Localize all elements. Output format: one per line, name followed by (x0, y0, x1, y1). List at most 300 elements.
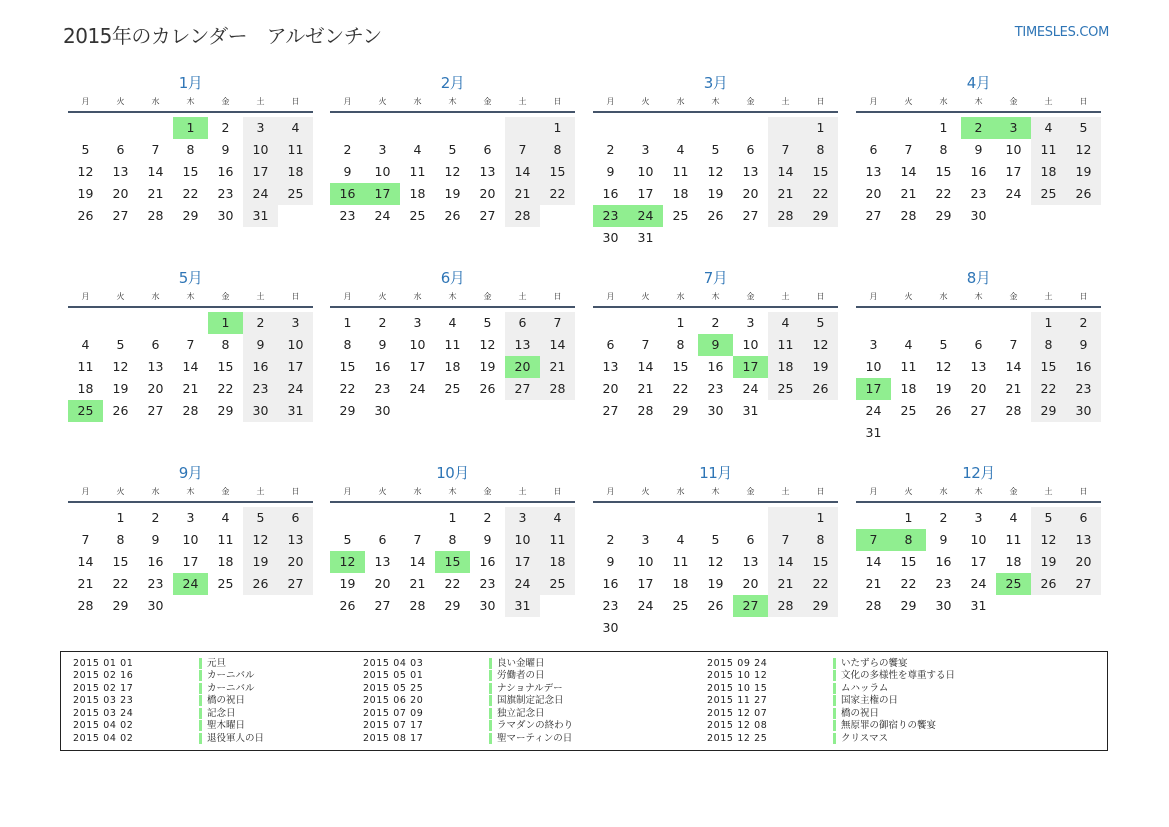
week-row (856, 529, 1101, 551)
week-row (330, 551, 575, 573)
day-grid (68, 312, 313, 422)
holiday-name: 退役軍人の日 (199, 733, 264, 744)
holiday-row (61, 695, 264, 708)
day-cell: 11 (1031, 139, 1066, 161)
day-cell: 4 (413, 142, 422, 157)
week-row (593, 595, 838, 617)
empty-day-cell (996, 312, 1031, 334)
day-cell: 20 (505, 356, 540, 378)
day-cell: 19 (935, 381, 952, 396)
day-cell: 7 (186, 337, 195, 352)
weekday-header-row (856, 486, 1101, 498)
day-cell: 22 (112, 576, 129, 591)
empty-day-cell (768, 117, 803, 139)
day-cell: 7 (1009, 337, 1018, 352)
month-calendar (68, 73, 313, 227)
holiday-name: 無原罪の御宿りの饗宴 (833, 720, 936, 731)
day-cell: 15 (672, 359, 689, 374)
week-row (68, 507, 313, 529)
week-row (330, 595, 575, 617)
day-cell: 19 (479, 359, 496, 374)
weekday-header: 水 (939, 487, 948, 496)
week-row (593, 356, 838, 378)
day-cell: 11 (1005, 532, 1022, 547)
day-cell: 1 (1031, 312, 1066, 334)
holiday-date: 2015 03 23 (73, 695, 134, 707)
empty-day-cell (470, 400, 505, 422)
weekday-header: 火 (904, 97, 913, 106)
holiday-date: 2015 04 02 (73, 732, 134, 744)
day-cell: 15 (217, 359, 234, 374)
empty-day-cell (365, 117, 400, 139)
day-cell: 4 (448, 315, 457, 330)
month-title: 5月 (178, 269, 203, 287)
holiday-row (351, 707, 573, 720)
week-row (856, 161, 1101, 183)
day-cell: 2 (483, 510, 492, 525)
holiday-row (695, 695, 955, 708)
month-calendar (856, 268, 1101, 444)
day-cell: 26 (707, 208, 724, 223)
day-cell: 20 (970, 381, 987, 396)
weekday-header: 月 (869, 487, 878, 496)
week-row (856, 551, 1101, 573)
day-cell: 1 (803, 507, 838, 529)
day-cell: 9 (483, 532, 492, 547)
week-row (593, 617, 838, 639)
day-cell: 6 (151, 337, 160, 352)
holiday-date: 2015 06 20 (363, 695, 424, 707)
day-cell: 25 (278, 183, 313, 205)
day-cell: 28 (637, 403, 654, 418)
weekday-header: 金 (483, 487, 492, 496)
weekday-header-row (593, 96, 838, 108)
month-title: 9月 (178, 464, 203, 482)
day-cell: 10 (243, 139, 278, 161)
empty-day-cell (733, 617, 768, 639)
holiday-name: いたずらの饗宴 (833, 658, 908, 669)
empty-day-cell (628, 507, 663, 529)
empty-day-cell (400, 400, 435, 422)
day-cell: 5 (448, 142, 457, 157)
weekday-header-row (856, 96, 1101, 108)
empty-day-cell (330, 507, 365, 529)
day-cell: 14 (768, 551, 803, 573)
day-cell: 12 (479, 337, 496, 352)
day-cell: 6 (606, 337, 615, 352)
empty-day-cell (593, 507, 628, 529)
day-grid (856, 117, 1101, 227)
day-cell: 22 (935, 186, 952, 201)
header-rule (68, 111, 313, 113)
weekday-header: 日 (553, 97, 562, 106)
day-cell: 26 (339, 598, 356, 613)
day-cell: 22 (1031, 378, 1066, 400)
weekday-header: 土 (1044, 487, 1053, 496)
empty-day-cell (593, 312, 628, 334)
weekday-header: 日 (553, 487, 562, 496)
weekday-header: 金 (1009, 97, 1018, 106)
header-rule (593, 501, 838, 503)
weekday-header: 金 (746, 487, 755, 496)
day-cell: 22 (444, 576, 461, 591)
day-cell: 19 (1066, 161, 1101, 183)
day-cell: 17 (182, 554, 199, 569)
month-title: 3月 (703, 74, 728, 92)
weekday-header: 木 (974, 487, 983, 496)
empty-day-cell (803, 400, 838, 422)
empty-day-cell (243, 595, 278, 617)
weekday-header: 木 (711, 487, 720, 496)
week-row (593, 117, 838, 139)
day-cell: 25 (900, 403, 917, 418)
day-cell: 10 (409, 337, 426, 352)
week-row (856, 205, 1101, 227)
day-cell: 4 (676, 142, 685, 157)
empty-day-cell (208, 595, 243, 617)
week-row (330, 312, 575, 334)
weekday-header: 土 (256, 487, 265, 496)
empty-day-cell (173, 595, 208, 617)
day-cell: 24 (173, 573, 208, 595)
holiday-name: 国家主権の日 (833, 695, 898, 706)
week-row (856, 312, 1101, 334)
empty-day-cell (961, 422, 996, 444)
day-grid (593, 312, 838, 422)
day-cell: 12 (444, 164, 461, 179)
holiday-name: 国旗制定記念日 (489, 695, 564, 706)
day-cell: 20 (147, 381, 164, 396)
day-cell: 1 (448, 510, 457, 525)
weekday-header: 木 (186, 487, 195, 496)
empty-day-cell (856, 117, 891, 139)
weekday-header: 金 (221, 487, 230, 496)
weekday-header: 火 (378, 292, 387, 301)
day-cell: 6 (116, 142, 125, 157)
day-cell: 23 (374, 381, 391, 396)
day-cell: 31 (278, 400, 313, 422)
day-cell: 28 (900, 208, 917, 223)
weekday-header: 木 (186, 97, 195, 106)
empty-day-cell (1066, 595, 1101, 617)
weekday-header: 木 (974, 97, 983, 106)
day-cell: 7 (151, 142, 160, 157)
day-cell: 3 (641, 142, 650, 157)
weekday-header: 木 (974, 292, 983, 301)
day-cell: 26 (112, 403, 129, 418)
day-cell: 2 (939, 510, 948, 525)
empty-day-cell (593, 117, 628, 139)
day-cell: 16 (602, 186, 619, 201)
day-cell: 5 (803, 312, 838, 334)
day-cell: 26 (803, 378, 838, 400)
day-cell: 13 (374, 554, 391, 569)
month-title: 2月 (440, 74, 465, 92)
weekday-header: 金 (221, 97, 230, 106)
empty-day-cell (435, 400, 470, 422)
day-cell: 28 (865, 598, 882, 613)
day-cell: 25 (68, 400, 103, 422)
day-cell: 16 (602, 576, 619, 591)
day-cell: 29 (112, 598, 129, 613)
day-cell: 27 (505, 378, 540, 400)
holiday-name: ナショナルデー (489, 683, 563, 694)
day-cell: 24 (505, 573, 540, 595)
header-rule (856, 501, 1101, 503)
empty-day-cell (1031, 205, 1066, 227)
empty-day-cell (663, 507, 698, 529)
weekday-header: 木 (448, 97, 457, 106)
day-cell: 11 (768, 334, 803, 356)
empty-day-cell (733, 117, 768, 139)
day-cell: 2 (221, 120, 230, 135)
holiday-date: 2015 01 01 (73, 657, 134, 669)
week-row (330, 400, 575, 422)
week-row (856, 139, 1101, 161)
week-row (330, 139, 575, 161)
holiday-row (351, 732, 573, 745)
day-cell: 14 (865, 554, 882, 569)
weekday-header: 金 (483, 292, 492, 301)
day-cell: 12 (330, 551, 365, 573)
day-cell: 15 (540, 161, 575, 183)
weekday-header: 土 (781, 292, 790, 301)
day-cell: 21 (505, 183, 540, 205)
day-cell: 19 (339, 576, 356, 591)
day-cell: 5 (343, 532, 352, 547)
empty-day-cell (278, 595, 313, 617)
day-cell: 9 (606, 164, 615, 179)
week-row (856, 422, 1101, 444)
day-cell: 22 (339, 381, 356, 396)
day-cell: 27 (865, 208, 882, 223)
day-grid (330, 507, 575, 617)
day-cell: 15 (1031, 356, 1066, 378)
holiday-name: 独立記念日 (489, 708, 545, 719)
week-row (68, 595, 313, 617)
week-row (593, 205, 838, 227)
day-cell: 21 (77, 576, 94, 591)
day-cell: 10 (742, 337, 759, 352)
holiday-name: カーニバル (199, 683, 255, 694)
day-cell: 11 (217, 532, 234, 547)
week-row (330, 205, 575, 227)
day-cell: 8 (343, 337, 352, 352)
holiday-name: 記念日 (199, 708, 236, 719)
holiday-date: 2015 10 15 (707, 682, 768, 694)
day-grid (856, 507, 1101, 617)
weekday-header-row (68, 291, 313, 303)
day-cell: 28 (768, 205, 803, 227)
empty-day-cell (540, 595, 575, 617)
empty-day-cell (505, 117, 540, 139)
day-cell: 4 (1009, 510, 1018, 525)
weekday-header-row (330, 96, 575, 108)
day-cell: 23 (147, 576, 164, 591)
day-cell: 23 (479, 576, 496, 591)
weekday-header: 月 (343, 487, 352, 496)
week-row (330, 334, 575, 356)
day-cell: 16 (970, 164, 987, 179)
weekday-header: 水 (151, 292, 160, 301)
day-cell: 31 (742, 403, 759, 418)
day-cell: 26 (479, 381, 496, 396)
day-cell: 30 (374, 403, 391, 418)
holiday-date: 2015 12 08 (707, 720, 768, 732)
holiday-row (351, 720, 573, 733)
day-cell: 13 (479, 164, 496, 179)
week-row (68, 334, 313, 356)
empty-day-cell (733, 227, 768, 249)
day-cell: 5 (711, 142, 720, 157)
holiday-name: 文化の多様性を尊重する日 (833, 670, 955, 681)
week-row (68, 573, 313, 595)
holiday-row (695, 682, 955, 695)
day-cell: 1 (939, 120, 948, 135)
empty-day-cell (68, 117, 103, 139)
day-cell: 31 (970, 598, 987, 613)
week-row (68, 117, 313, 139)
day-cell: 21 (637, 381, 654, 396)
weekday-header: 日 (291, 97, 300, 106)
day-cell: 28 (768, 595, 803, 617)
day-cell: 8 (939, 142, 948, 157)
weekday-header: 日 (291, 292, 300, 301)
day-cell: 2 (243, 312, 278, 334)
day-cell: 30 (707, 403, 724, 418)
month-title: 7月 (703, 269, 728, 287)
empty-day-cell (856, 507, 891, 529)
day-cell: 17 (733, 356, 768, 378)
day-cell: 9 (343, 164, 352, 179)
month-title: 6月 (440, 269, 465, 287)
day-cell: 21 (182, 381, 199, 396)
empty-day-cell (891, 422, 926, 444)
day-cell: 2 (606, 142, 615, 157)
day-cell: 4 (81, 337, 90, 352)
day-cell: 5 (483, 315, 492, 330)
day-cell: 25 (672, 208, 689, 223)
weekday-header: 土 (518, 487, 527, 496)
day-cell: 28 (77, 598, 94, 613)
day-cell: 16 (1066, 356, 1101, 378)
site-link[interactable]: TIMESLES.COM (1014, 25, 1109, 40)
empty-day-cell (278, 205, 313, 227)
day-cell: 8 (540, 139, 575, 161)
empty-day-cell (961, 312, 996, 334)
day-cell: 23 (935, 576, 952, 591)
day-cell: 28 (409, 598, 426, 613)
weekday-header: 日 (1079, 292, 1088, 301)
day-cell: 19 (77, 186, 94, 201)
weekday-header: 日 (816, 487, 825, 496)
weekday-header-row (593, 486, 838, 498)
day-cell: 8 (448, 532, 457, 547)
weekday-header: 水 (413, 487, 422, 496)
day-cell: 30 (1066, 400, 1101, 422)
week-row (330, 356, 575, 378)
day-cell: 8 (891, 529, 926, 551)
empty-day-cell (470, 117, 505, 139)
header-rule (593, 111, 838, 113)
day-cell: 15 (900, 554, 917, 569)
day-cell: 29 (1031, 400, 1066, 422)
weekday-header-row (330, 486, 575, 498)
day-cell: 21 (540, 356, 575, 378)
day-cell: 16 (374, 359, 391, 374)
empty-day-cell (996, 422, 1031, 444)
weekday-header: 金 (746, 292, 755, 301)
day-cell: 26 (935, 403, 952, 418)
day-cell: 14 (77, 554, 94, 569)
day-cell: 24 (628, 205, 663, 227)
day-cell: 16 (330, 183, 365, 205)
holiday-name: クリスマス (833, 733, 888, 744)
day-cell: 23 (1066, 378, 1101, 400)
week-row (593, 227, 838, 249)
empty-day-cell (663, 117, 698, 139)
day-cell: 23 (970, 186, 987, 201)
weekday-header: 土 (518, 97, 527, 106)
day-cell: 8 (803, 529, 838, 551)
day-cell: 23 (602, 598, 619, 613)
holiday-date: 2015 05 25 (363, 682, 424, 694)
week-row (68, 139, 313, 161)
day-cell: 15 (112, 554, 129, 569)
day-cell: 17 (505, 551, 540, 573)
day-cell: 27 (733, 595, 768, 617)
day-cell: 6 (1066, 507, 1101, 529)
empty-day-cell (891, 117, 926, 139)
day-cell: 1 (173, 117, 208, 139)
weekday-header: 日 (816, 97, 825, 106)
day-cell: 5 (711, 532, 720, 547)
day-cell: 14 (540, 334, 575, 356)
header-rule (856, 111, 1101, 113)
day-cell: 25 (409, 208, 426, 223)
day-cell: 13 (1066, 529, 1101, 551)
day-cell: 24 (278, 378, 313, 400)
empty-day-cell (663, 227, 698, 249)
day-cell: 6 (974, 337, 983, 352)
week-row (68, 529, 313, 551)
day-cell: 24 (637, 598, 654, 613)
day-cell: 24 (970, 576, 987, 591)
holiday-row (61, 657, 264, 670)
empty-day-cell (400, 507, 435, 529)
month-calendar (593, 73, 838, 249)
day-cell: 20 (742, 576, 759, 591)
day-cell: 18 (672, 576, 689, 591)
empty-day-cell (803, 227, 838, 249)
weekday-header: 日 (816, 292, 825, 301)
day-cell: 20 (865, 186, 882, 201)
day-cell: 25 (768, 378, 803, 400)
day-cell: 13 (970, 359, 987, 374)
day-grid (330, 312, 575, 422)
day-cell: 2 (961, 117, 996, 139)
empty-day-cell (628, 117, 663, 139)
day-cell: 24 (1005, 186, 1022, 201)
day-cell: 30 (935, 598, 952, 613)
day-cell: 13 (505, 334, 540, 356)
header-rule (330, 306, 575, 308)
week-row (593, 573, 838, 595)
day-cell: 13 (602, 359, 619, 374)
day-cell: 9 (606, 554, 615, 569)
weekday-header: 金 (746, 97, 755, 106)
empty-day-cell (926, 312, 961, 334)
